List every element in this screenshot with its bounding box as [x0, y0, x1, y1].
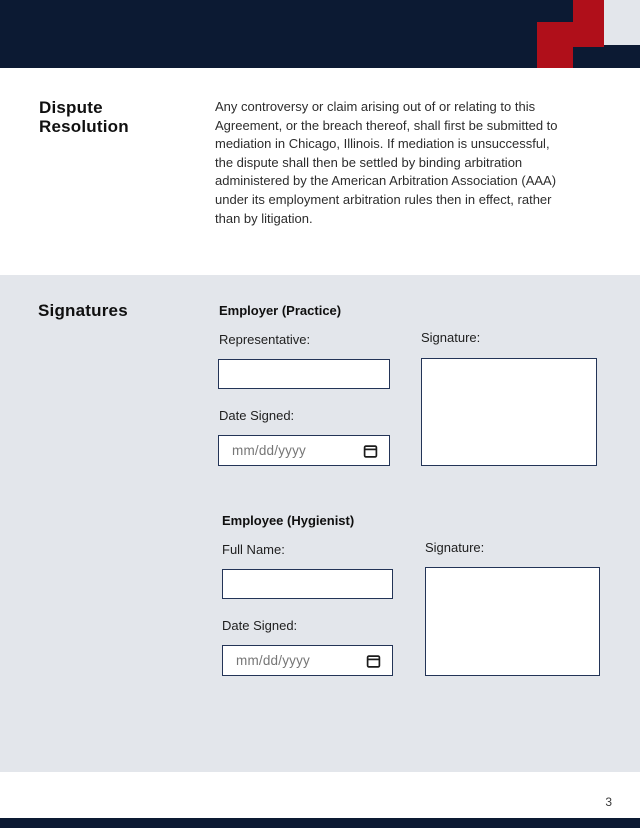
- employee-date-signed-label: Date Signed:: [222, 618, 298, 633]
- employer-representative-input[interactable]: [218, 359, 390, 389]
- dispute-resolution-body: Any controversy or claim arising out of or relating to this Agreement, or the breach thereof, shall first be submitted to mediation in Chicago, Illinois. If mediation is unsuccessful, the dispute shall then be settled by binding arbitration administered by the American Arbitration Association (AAA) under its employment arbitration rules then in effect, rather than by litigation.: [215, 99, 558, 226]
- employee-full-name-label: Full Name:: [222, 542, 285, 557]
- page-number: 3: [605, 795, 612, 809]
- employee-date-signed-field[interactable]: [222, 645, 393, 676]
- employer-date-signed-field[interactable]: [218, 435, 390, 466]
- employee-full-name-input[interactable]: [222, 569, 393, 599]
- dispute-resolution-heading: Dispute Resolution: [39, 98, 129, 136]
- employee-signature-label: Signature:: [425, 540, 485, 555]
- decor-red-square-top: [573, 0, 604, 47]
- decor-gray-corner-square: [604, 0, 640, 45]
- employer-block-title: Employer (Practice): [219, 303, 342, 318]
- employer-signature-box[interactable]: [421, 358, 597, 466]
- employer-date-signed-label: Date Signed:: [219, 408, 295, 423]
- employee-date-signed-input[interactable]: [222, 645, 393, 676]
- employer-signature-label: Signature:: [421, 330, 481, 345]
- decor-red-square-bottom: [537, 22, 573, 68]
- employee-block-title: Employee (Hygienist): [222, 513, 355, 528]
- employer-date-signed-input[interactable]: [218, 435, 390, 466]
- signatures-section: [0, 275, 640, 772]
- employee-signature-box[interactable]: [425, 567, 600, 676]
- employer-representative-label: Representative:: [219, 332, 311, 347]
- header-bar: [0, 0, 640, 68]
- signatures-heading: Signatures: [38, 301, 128, 320]
- footer-bar: [0, 818, 640, 828]
